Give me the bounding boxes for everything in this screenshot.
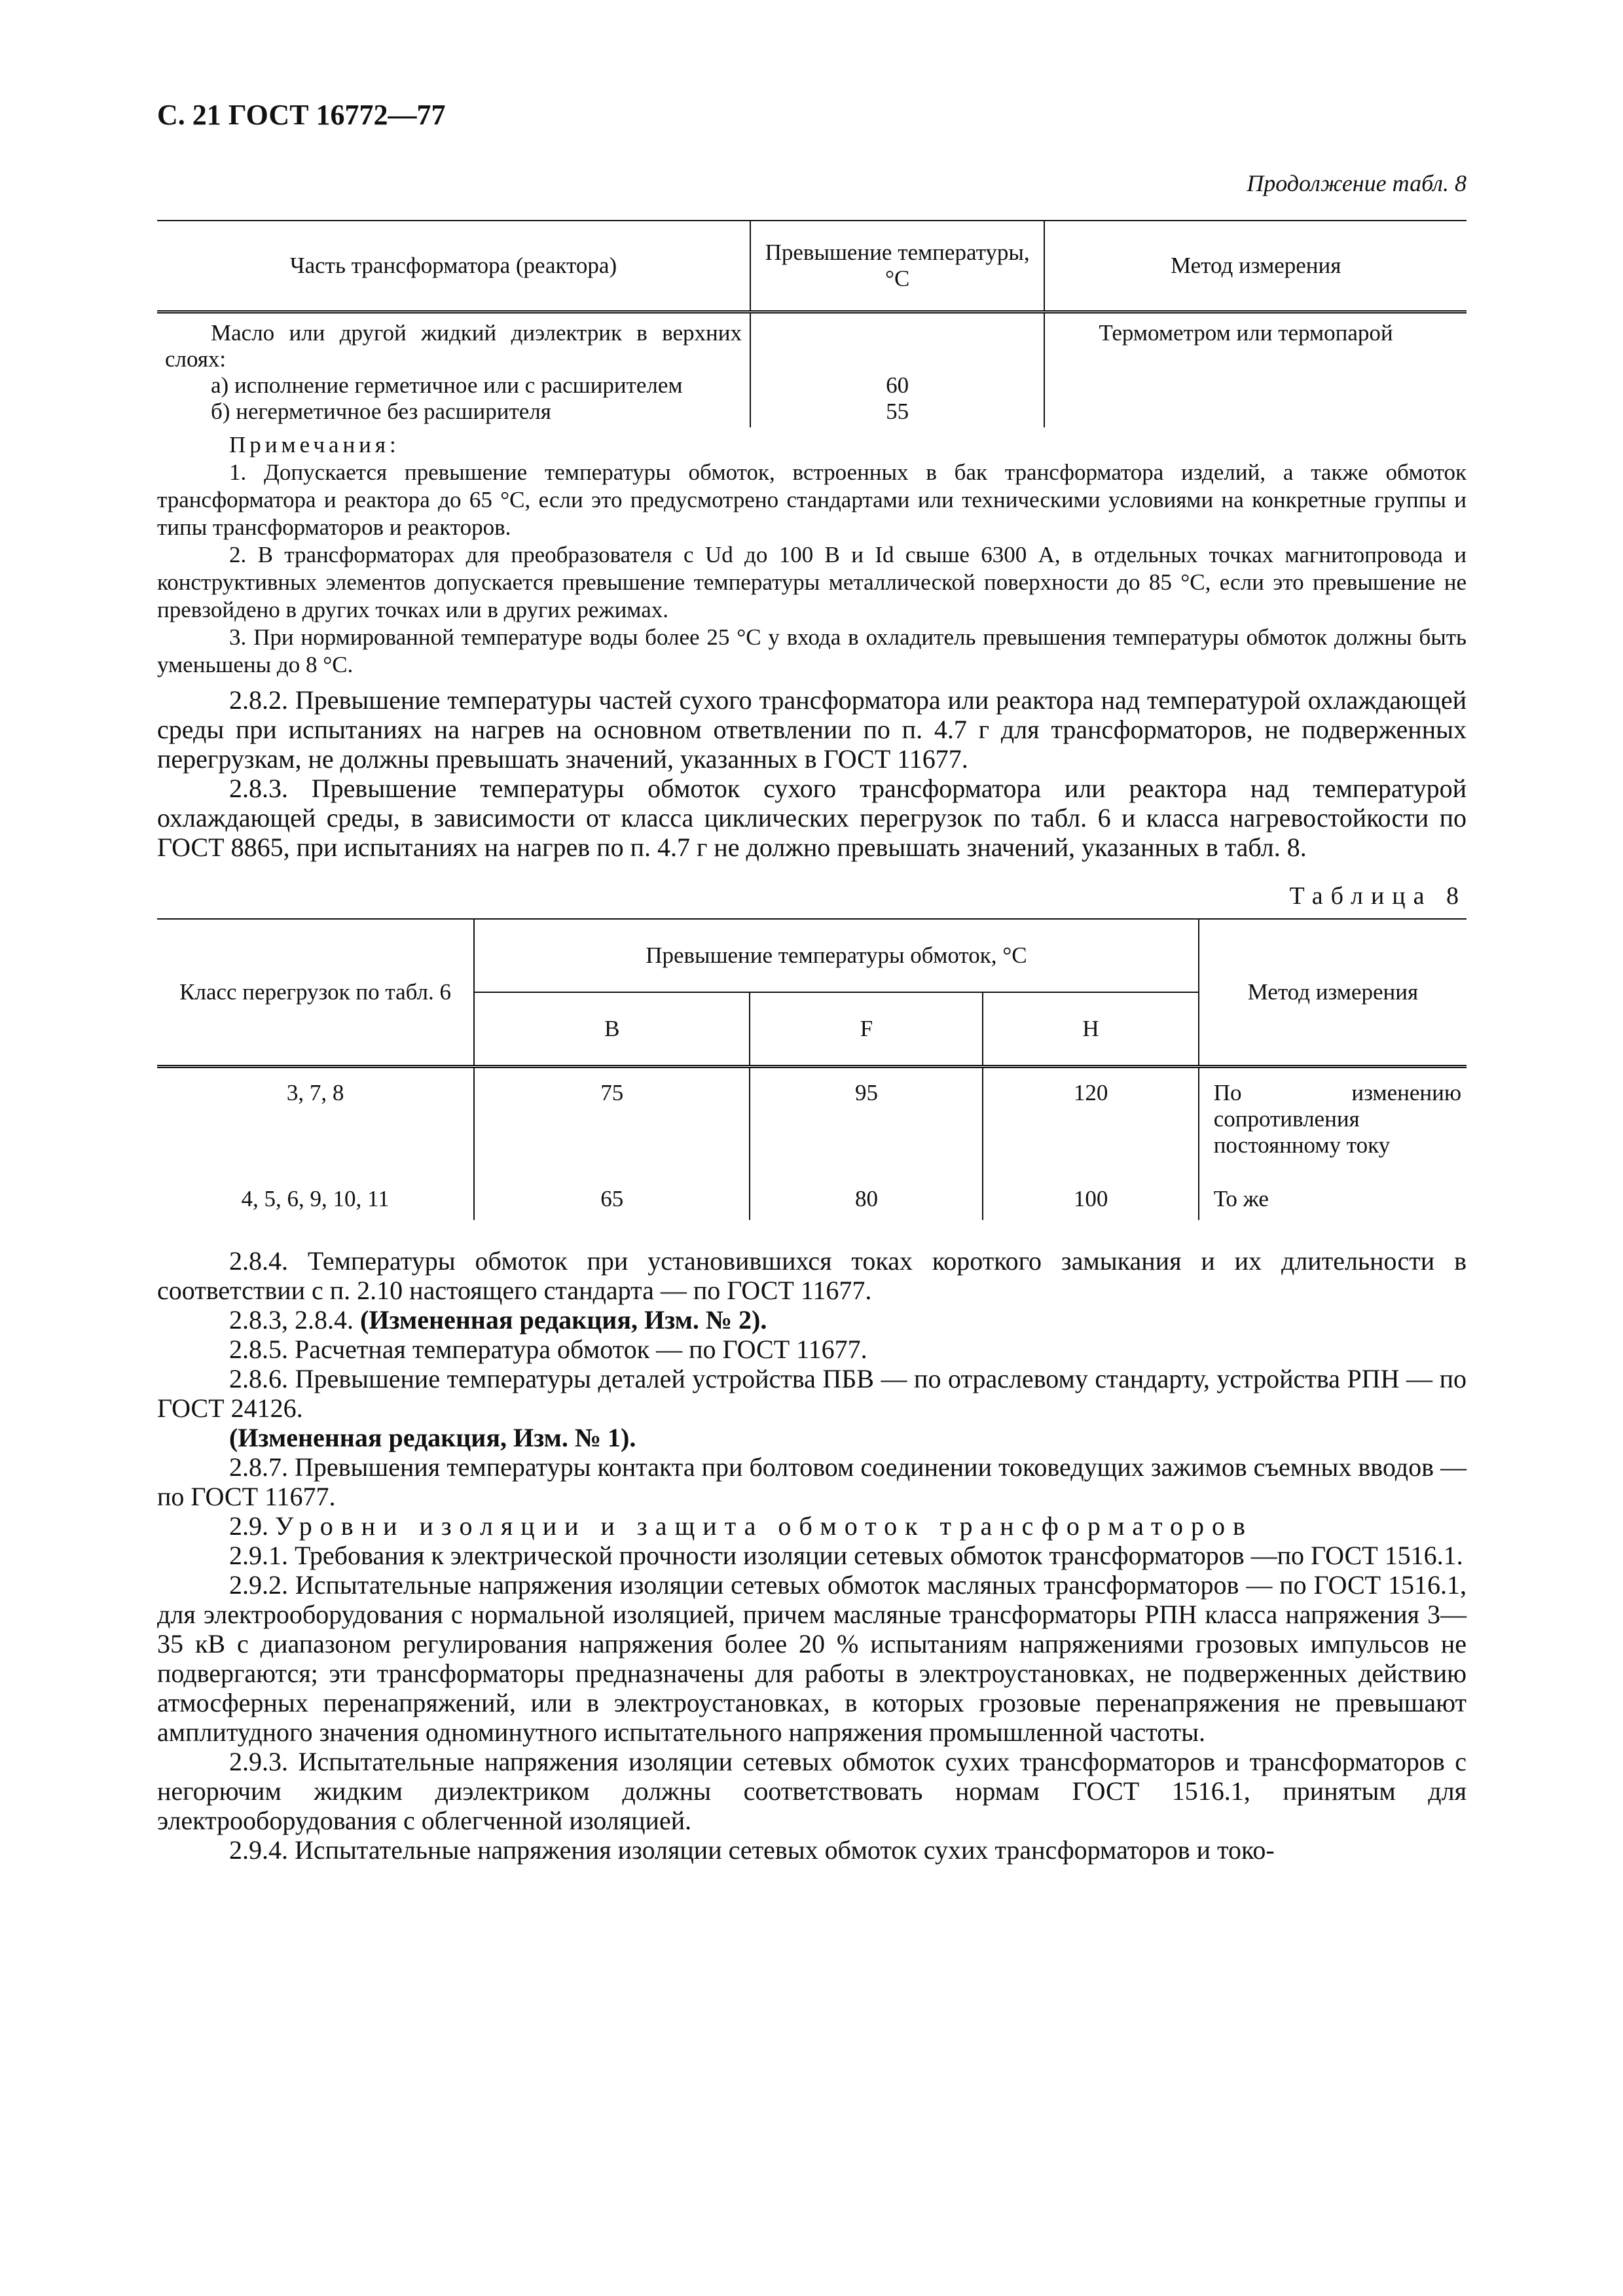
- note-item: 2. В трансформаторах для преобразователя с Ud до 100 В и Id свыше 6300 А, в отдельных точках магнитопровода и конструктивных элементов допускается превышение температуры металлической поверхности до 85 °С, если это превышение не превзойдено в других точках или в других режимах.: [157, 542, 1467, 622]
- cell-class: 3, 7, 8: [157, 1067, 474, 1167]
- table-row: [157, 372, 1467, 399]
- cell-method: То же: [1213, 1186, 1269, 1211]
- section-2-9-heading: [157, 1511, 1467, 1541]
- col-header-method: Метод измерения: [1199, 919, 1467, 1067]
- col-header-temp-rise: Превышение температуры обмоток, °С: [474, 919, 1199, 992]
- page-header: С. 21 ГОСТ 16772—77: [157, 99, 446, 131]
- col-header-f: F: [750, 992, 983, 1067]
- col-header-b: B: [474, 992, 750, 1067]
- amendment-2-8-3-2-8-4: [157, 1305, 1467, 1335]
- paragraph-2-9-1: 2.9.1. Требования к электрической прочности изоляции сетевых обмоток трансформаторов —по ГОСТ 1516.1.: [229, 1541, 1463, 1570]
- paragraph-2-8-6: 2.8.6. Превышение температуры деталей устройства ПБВ — по отраслевому стандарту, устройства РПН — по ГОСТ 24126.: [157, 1364, 1467, 1423]
- table-continuation-label: Продолжение табл. 8: [1247, 170, 1467, 196]
- col-header-h: H: [983, 992, 1198, 1067]
- cell-method: [1044, 372, 1467, 399]
- col-header-method: Метод измерения: [1044, 221, 1467, 312]
- paragraph-2-9-2: 2.9.2. Испытательные напряжения изоляции сетевых обмоток масляных трансформаторов — по ГОСТ 1516.1, для электрооборудования с нормальной изоляцией, причем масляные трансформаторы РПН класса напряжения 3—35 кВ с диапазоном регулирования напряжения более 20 % испытаниям напряжениями грозовых импульсов не подвергаются; эти трансформаторы предназначены для работы в электроустановках, не подверженных действию атмосферных перенапряжений, или в электроустановках, в которых грозовые перенапряжения не превышают амплитудного значения одноминутного испытательного напряжения промышленной частоты.: [157, 1570, 1467, 1747]
- paragraph-2-8-5: 2.8.5. Расчетная температура обмоток — по ГОСТ 11677.: [229, 1335, 867, 1364]
- cell-part: б) негерметичное без расширителя: [157, 399, 750, 427]
- paragraph-2-8-4: 2.8.4. Температуры обмоток при установившихся токах короткого замыкания и их длительности в соответствии с п. 2.10 настоящего стандарта — по ГОСТ 11677.: [157, 1246, 1467, 1305]
- table-8: [157, 918, 1467, 1220]
- table-row: [157, 312, 1467, 373]
- cell-part: Масло или другой жидкий диэлектрик в верхних слоях:: [157, 312, 750, 373]
- cell-f: 80: [750, 1166, 983, 1220]
- cell-temp: [750, 312, 1044, 373]
- table-notes: [157, 431, 1467, 679]
- amendment-ref: 2.8.3, 2.8.4.: [229, 1305, 360, 1335]
- table-8-continuation: [157, 220, 1467, 427]
- cell-class: 4, 5, 6, 9, 10, 11: [157, 1166, 474, 1220]
- paragraph-2-8-2: 2.8.2. Превышение температуры частей сухого трансформатора или реактора над температурой охлаждающей среды при испытаниях на нагрев на основном ответвлении по п. 4.7 г для трансформаторов, не подверженных перегрузкам, не должны превышать значений, указанных в ГОСТ 11677.: [157, 685, 1467, 774]
- paragraph-2-9-3: 2.9.3. Испытательные напряжения изоляции сетевых обмоток сухих трансформаторов и трансформаторов с негорючим жидким диэлектриком должны соответствовать нормам ГОСТ 1516.1, принятым для электрооборудования с облегченной изоляцией.: [157, 1747, 1467, 1835]
- cell-method: По изменению сопротивления постоянному току: [1213, 1080, 1461, 1158]
- cell-method: Термометром или термопарой: [1099, 320, 1393, 346]
- col-header-part: Часть трансформатора (реактора): [157, 221, 750, 312]
- body-section-a: [157, 685, 1467, 862]
- section-title: Уровни изоляции и защита обмоток трансформаторов: [275, 1511, 1253, 1541]
- table-row: [157, 399, 1467, 427]
- document-page: [157, 98, 1467, 1865]
- section-number: 2.9.: [229, 1511, 275, 1541]
- note-item: 3. При нормированной температуре воды более 25 °С у входа в охладитель превышения температуры обмоток должны быть уменьшены до 8 °С.: [157, 624, 1467, 677]
- body-section-b: [157, 1246, 1467, 1865]
- cell-f: 95: [750, 1067, 983, 1167]
- cell-temp: 60: [750, 372, 1044, 399]
- cell-part: а) исполнение герметичное или с расширителем: [157, 372, 750, 399]
- amendment-2-8-6: (Измененная редакция, Изм. № 1).: [229, 1423, 636, 1452]
- cell-b: 75: [474, 1067, 750, 1167]
- notes-label: Примечания:: [229, 432, 400, 457]
- table-row: [157, 1166, 1467, 1220]
- amendment-note: (Измененная редакция, Изм. № 2).: [360, 1305, 767, 1335]
- col-header-temp: Превышение температуры, °С: [750, 221, 1044, 312]
- paragraph-2-8-3: 2.8.3. Превышение температуры обмоток сухого трансформатора или реактора над температурой охлаждающей среды, в зависимости от класса циклических перегрузок по табл. 6 и класса нагревостойкости по ГОСТ 8865, при испытаниях на нагрев по п. 4.7 г не должно превышать значений, указанных в табл. 8.: [157, 774, 1467, 862]
- paragraph-2-8-7: 2.8.7. Превышения температуры контакта при болтовом соединении токоведущих зажимов съемных вводов — по ГОСТ 11677.: [157, 1452, 1467, 1511]
- col-header-class: Класс перегрузок по табл. 6: [157, 919, 474, 1067]
- cell-b: 65: [474, 1166, 750, 1220]
- table-8-title: Таблица 8: [1289, 882, 1467, 910]
- cell-method: [1044, 399, 1467, 427]
- cell-h: 100: [983, 1166, 1198, 1220]
- note-item: 1. Допускается превышение температуры обмоток, встроенных в бак трансформатора изделий, а также обмоток трансформатора и реактора до 65 °С, если это предусмотрено стандартами или техническими условиями на конкретные группы и типы трансформаторов и реакторов.: [157, 459, 1467, 540]
- cell-temp: 55: [750, 399, 1044, 427]
- table-row: [157, 1067, 1467, 1167]
- paragraph-2-9-4: 2.9.4. Испытательные напряжения изоляции сетевых обмоток сухих трансформаторов и токо-: [229, 1835, 1275, 1865]
- cell-h: 120: [983, 1067, 1198, 1167]
